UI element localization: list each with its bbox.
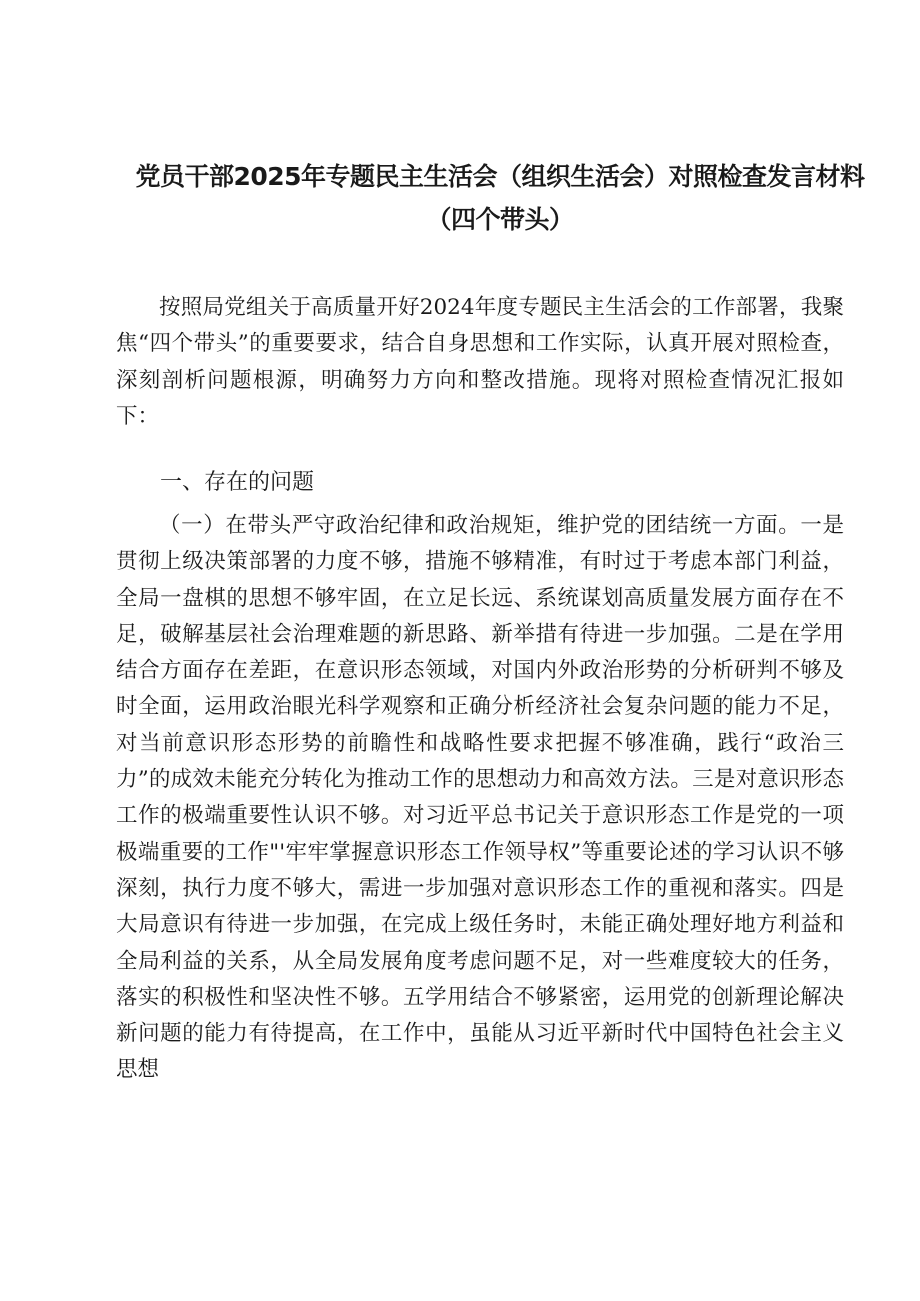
section-heading-problems: 一、存在的问题 (160, 470, 315, 495)
document-title-line-2: （四个带头） (426, 205, 574, 234)
document-title-line-1: 党员干部2025年专题民主生活会（组织生活会）对照检查发言材料 (135, 162, 865, 191)
section-paragraph-1: （一）在带头严守政治纪律和政治规矩，维护党的团结统一方面。一是贯彻上级决策部署的力度不够，措施不够精准，有时过于考虑本部门利益，全局一盘棋的思想不够牢固，在立足长远、系统谋划高质量发展方面存在不足，破解基层社会治理难题的新思路、新举措有待进一步加强。二是在学用结合方面存在差距，在意识形态领域，对国内外政治形势的分析研判不够及时全面，运用政治眼光科学观察和正确分析经济社会复杂问题的能力不足，对当前意识形态形势的前瞻性和战略性要求把握不够准确，践行“政治三力”的成效未能充分转化为推动工作的思想动力和高效方法。三是对意识形态工作的极端重要性认识不够。对习近平总书记关于意识形态工作是党的一项极端重要的工作"'牢牢掌握意识形态工作领导权”等重要论述的学习认识不够深刻，执行力度不够大，需进一步加强对意识形态工作的重视和落实。四是大局意识有待进一步加强，在完成上级任务时，未能正确处理好地方利益和全局利益的关系，从全局发展角度考虑问题不足，对一些难度较大的任务，落实的积极性和坚决性不够。五学用结合不够紧密，运用党的创新理论解决新问题的能力有待提高，在工作中，虽能从习近平新时代中国特色社会主义思想 (116, 513, 844, 1083)
intro-paragraph: 按照局党组关于高质量开好2024年度专题民主生活会的工作部署，我聚焦“四个带头”的重要要求，结合自身思想和工作实际，认真开展对照检查，深刻剖析问题根源，明确努力方向和整改措施。现将对照检查情况汇报如下： (116, 295, 844, 429)
